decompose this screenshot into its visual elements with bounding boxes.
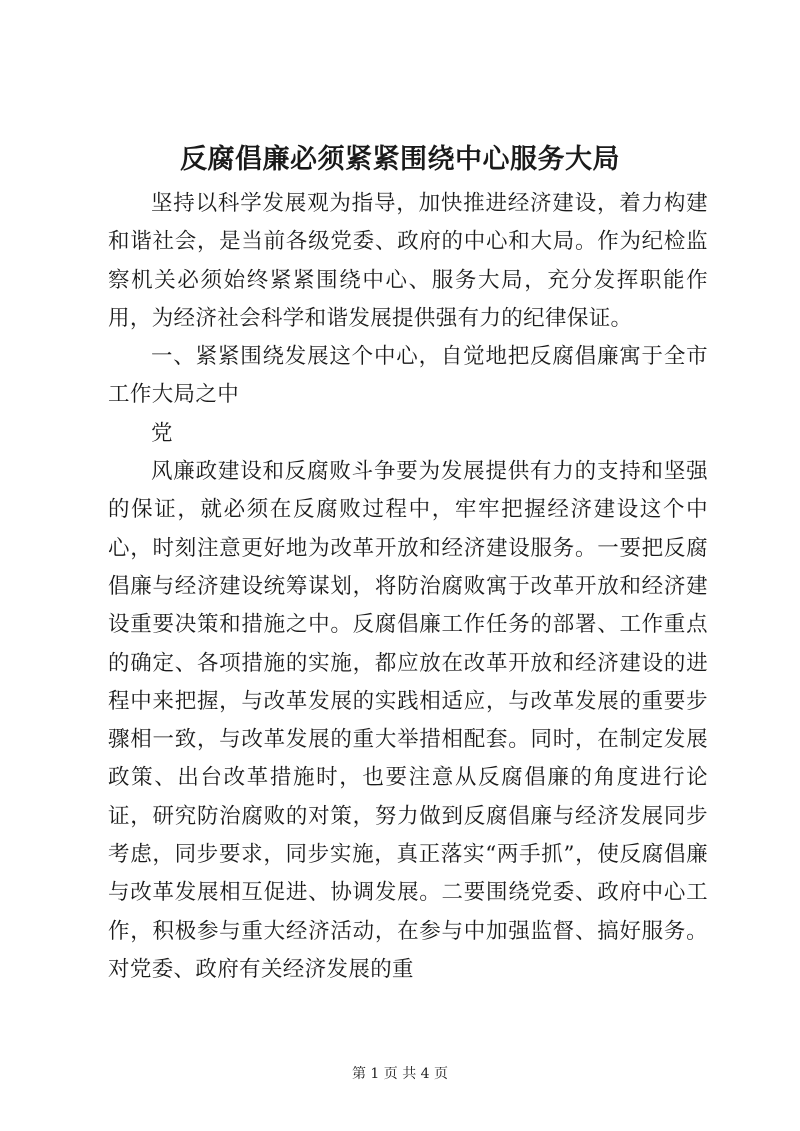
document-body bbox=[108, 185, 708, 989]
paragraph: 坚持以科学发展观为指导，加快推进经济建设，着力构建和谐社会，是当前各级党委、政府的中心和大局。作为纪检监察机关必须始终紧紧围绕中心、服务大局，充分发挥职能作用，为经济社会科学和谐发展提供强有力的纪律保证。 bbox=[108, 191, 708, 331]
page-footer: 第 1 页 共 4 页 bbox=[351, 1066, 449, 1082]
section-heading: 一、紧紧围绕发展这个中心，自觉地把反腐倡廉寓于全市工作大局之中 bbox=[108, 344, 708, 408]
document-title: 反腐倡廉必须紧紧围绕中心服务大局 bbox=[180, 144, 620, 175]
paragraph: 党 bbox=[151, 420, 173, 446]
paragraph: 风廉政建设和反腐败斗争要为发展提供有力的支持和坚强的保证，就必须在反腐败过程中，牢牢把握经济建设这个中心，时刻注意更好地为改革开放和经济建设服务。一要把反腐倡廉与经济建设统筹谋划，将防治腐败寓于改革开放和经济建设重要决策和措施之中。反腐倡廉工作任务的部署、工作重点的确定、各项措施的实施，都应放在改革开放和经济建设的进程中来把握，与改革发展的实践相适应，与改革发展的重要步骤相一致，与改革发展的重大举措相配套。同时，在制定发展政策、出台改革措施时，也要注意从反腐倡廉的角度进行论证，研究防治腐败的对策，努力做到反腐倡廉与经济发展同步考虑，同步要求，同步实施，真正落实“两手抓”，使反腐倡廉与改革发展相互促进、协调发展。二要围绕党委、政府中心工作，积极参与重大经济活动，在参与中加强监督、搞好服务。对党委、政府有关经济发展的重 bbox=[108, 459, 708, 982]
